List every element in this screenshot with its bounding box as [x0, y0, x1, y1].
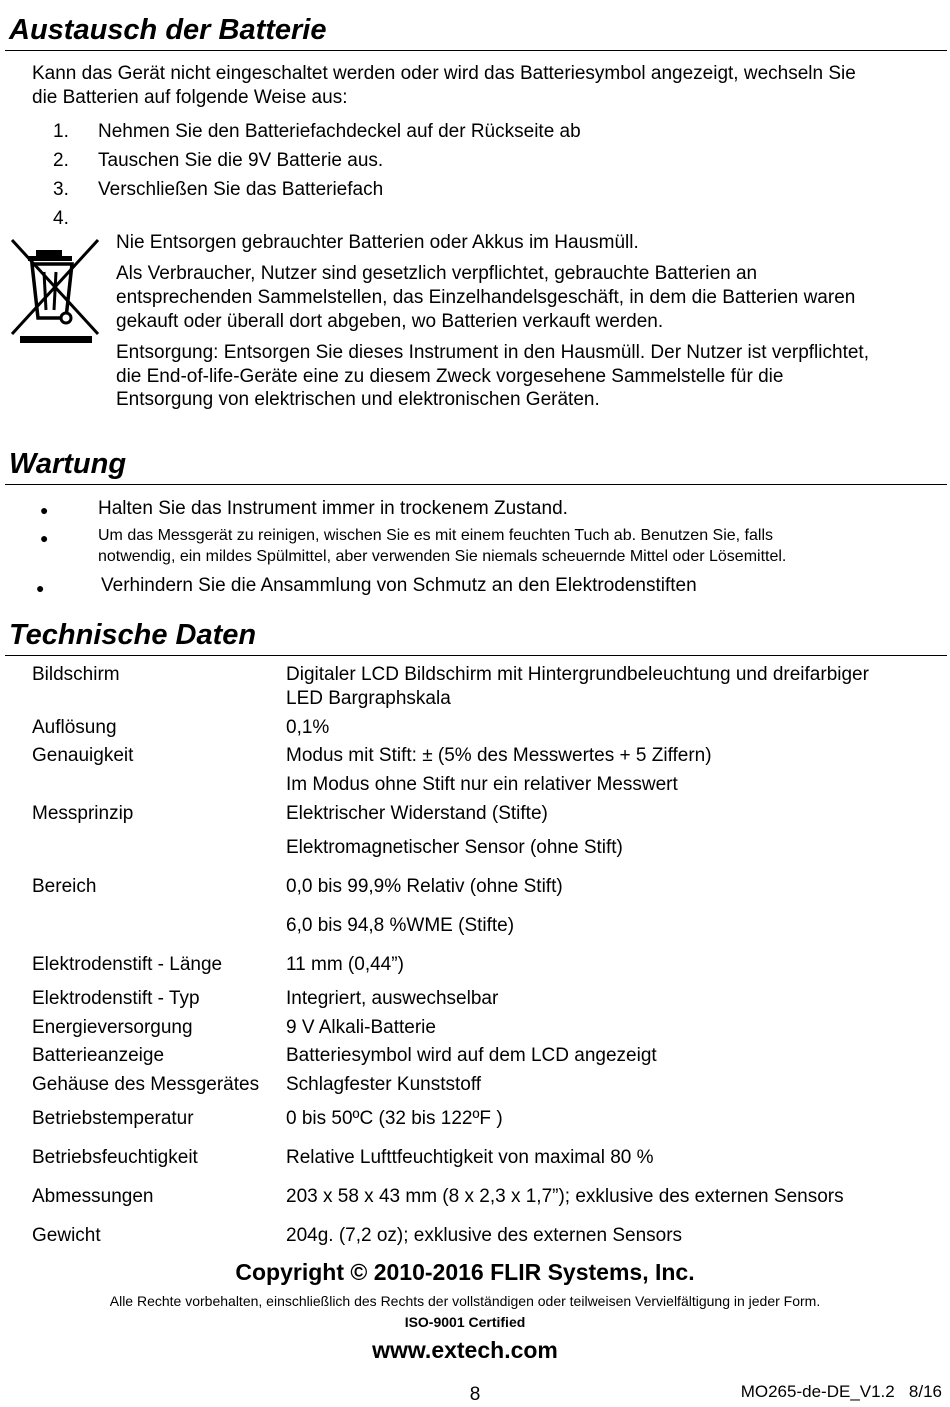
step-text: Tauschen Sie die 9V Batterie aus. [98, 150, 384, 171]
spec-value-pin-type: Integriert, auswechselbar [286, 988, 499, 1009]
weee-disposal-icon [8, 236, 104, 346]
spec-label-accuracy: Genauigkeit [32, 745, 134, 766]
spec-value-principle-line1: Elektrischer Widerstand (Stifte) [286, 803, 548, 824]
page-number: 8 [469, 1384, 481, 1405]
spec-value-range-line2: 6,0 bis 94,8 %WME (Stifte) [286, 915, 515, 936]
maintenance-item-3: Verhindern Sie die Ansammlung von Schmutz an den Elektrodenstiften [101, 575, 697, 596]
bullet-icon: ● [40, 530, 49, 546]
footer-rights: Alle Rechte vorbehalten, einschließlich des Rechts der vollständigen oder teilweisen Vervielfältigung in jeder Form. [109, 1293, 821, 1309]
step-number: 2. [53, 150, 69, 171]
spec-value-accuracy-line2: Im Modus ohne Stift nur ein relativer Messwert [286, 774, 678, 795]
spec-label-operating-temperature: Betriebstemperatur [32, 1108, 194, 1129]
spec-value-pin-length: 11 mm (0,44”) [286, 954, 404, 975]
spec-value-display-line2: LED Bargraphskala [286, 688, 451, 709]
spec-label-housing: Gehäuse des Messgerätes [32, 1074, 260, 1095]
spec-value-power: 9 V Alkali-Batterie [286, 1017, 436, 1038]
bullet-icon: ● [36, 580, 45, 596]
spec-value-dimensions: 203 x 58 x 43 mm (8 x 2,3 x 1,7”); exklusive des externen Sensors [286, 1186, 844, 1207]
step-text: Verschließen Sie das Batteriefach [98, 179, 384, 200]
battery-intro-line1: Kann das Gerät nicht eingeschaltet werden oder wird das Batteriesymbol angezeigt, wechseln Sie [32, 63, 856, 84]
spec-label-resolution: Auflösung [32, 717, 117, 738]
disposal-paragraph-2-line3: gekauft oder überall dort abgeben, wo Batterien verkauft werden. [116, 311, 664, 332]
footer-website: www.extech.com [372, 1337, 558, 1363]
maintenance-item-1: Halten Sie das Instrument immer in trockenem Zustand. [98, 498, 568, 519]
spec-value-battery-indicator: Batteriesymbol wird auf dem LCD angezeigt [286, 1045, 657, 1066]
disposal-paragraph-2-line2: entsprechenden Sammelstellen, das Einzelhandelsgeschäft, in dem die Batterien waren [116, 287, 856, 308]
spec-label-pin-type: Elektrodenstift - Typ [32, 988, 200, 1009]
disposal-paragraph-1: Nie Entsorgen gebrauchter Batterien oder Akkus im Hausmüll. [116, 232, 639, 253]
spec-value-weight: 204g. (7,2 oz); exklusive des externen Sensors [286, 1225, 683, 1246]
bullet-icon: ● [40, 502, 49, 518]
spec-label-principle: Messprinzip [32, 803, 134, 824]
section-divider [5, 50, 947, 51]
footer-copyright: Copyright © 2010-2016 FLIR Systems, Inc. [235, 1259, 695, 1285]
section-divider [5, 484, 947, 485]
spec-value-display-line1: Digitaler LCD Bildschirm mit Hintergrundbeleuchtung und dreifarbiger [286, 664, 869, 685]
section-divider [5, 655, 947, 656]
spec-value-range-line1: 0,0 bis 99,9% Relativ (ohne Stift) [286, 876, 563, 897]
spec-value-housing: Schlagfester Kunststoff [286, 1074, 482, 1095]
specs-section-heading: Technische Daten [9, 619, 257, 651]
disposal-paragraph-3-line3: Entsorgung von elektrischen und elektronischen Geräten. [116, 389, 600, 410]
disposal-paragraph-2-line1: Als Verbraucher, Nutzer sind gesetzlich verpflichtet, gebrauchte Batterien an [116, 263, 758, 284]
spec-value-resolution: 0,1% [286, 717, 330, 738]
spec-label-dimensions: Abmessungen [32, 1186, 154, 1207]
step-number: 3. [53, 179, 69, 200]
maintenance-section-heading: Wartung [9, 448, 127, 480]
disposal-paragraph-3-line2: die End-of-life-Geräte eine zu diesem Zweck vorgesehene Sammelstelle für die [116, 366, 784, 387]
spec-label-range: Bereich [32, 876, 97, 897]
maintenance-item-2-line2: notwendig, ein mildes Spülmittel, aber verwenden Sie niemals scheuernde Mittel oder Lösemittel. [98, 548, 787, 565]
step-text: Nehmen Sie den Batteriefachdeckel auf der Rückseite ab [98, 121, 581, 142]
spec-value-operating-temperature: 0 bis 50ºC (32 bis 122ºF ) [286, 1108, 503, 1129]
spec-label-operating-humidity: Betriebsfeuchtigkeit [32, 1147, 198, 1168]
disposal-paragraph-3-line1: Entsorgung: Entsorgen Sie dieses Instrument in den Hausmüll. Der Nutzer ist verpflichtet, [116, 342, 869, 363]
spec-value-accuracy-line1: Modus mit Stift: ± (5% des Messwertes + 5 Ziffern) [286, 745, 712, 766]
spec-value-operating-humidity: Relative Lufttfeuchtigkeit von maximal 80 % [286, 1147, 654, 1168]
spec-label-power: Energieversorgung [32, 1017, 193, 1038]
battery-intro-line2: die Batterien auf folgende Weise aus: [32, 87, 348, 108]
spec-label-display: Bildschirm [32, 664, 120, 685]
step-number: 4. [53, 208, 69, 229]
spec-label-weight: Gewicht [32, 1225, 101, 1246]
spec-label-pin-length: Elektrodenstift - Länge [32, 954, 223, 975]
battery-section-heading: Austausch der Batterie [9, 14, 327, 46]
spec-label-battery-indicator: Batterieanzeige [32, 1045, 165, 1066]
step-number: 1. [53, 121, 69, 142]
footer-iso-certified: ISO-9001 Certified [404, 1314, 526, 1330]
maintenance-item-2-line1: Um das Messgerät zu reinigen, wischen Sie es mit einem feuchten Tuch ab. Benutzen Sie, falls [98, 527, 774, 544]
document-id: MO265-de-DE_V1.2 8/16 [740, 1382, 942, 1401]
spec-value-principle-line2: Elektromagnetischer Sensor (ohne Stift) [286, 837, 623, 858]
